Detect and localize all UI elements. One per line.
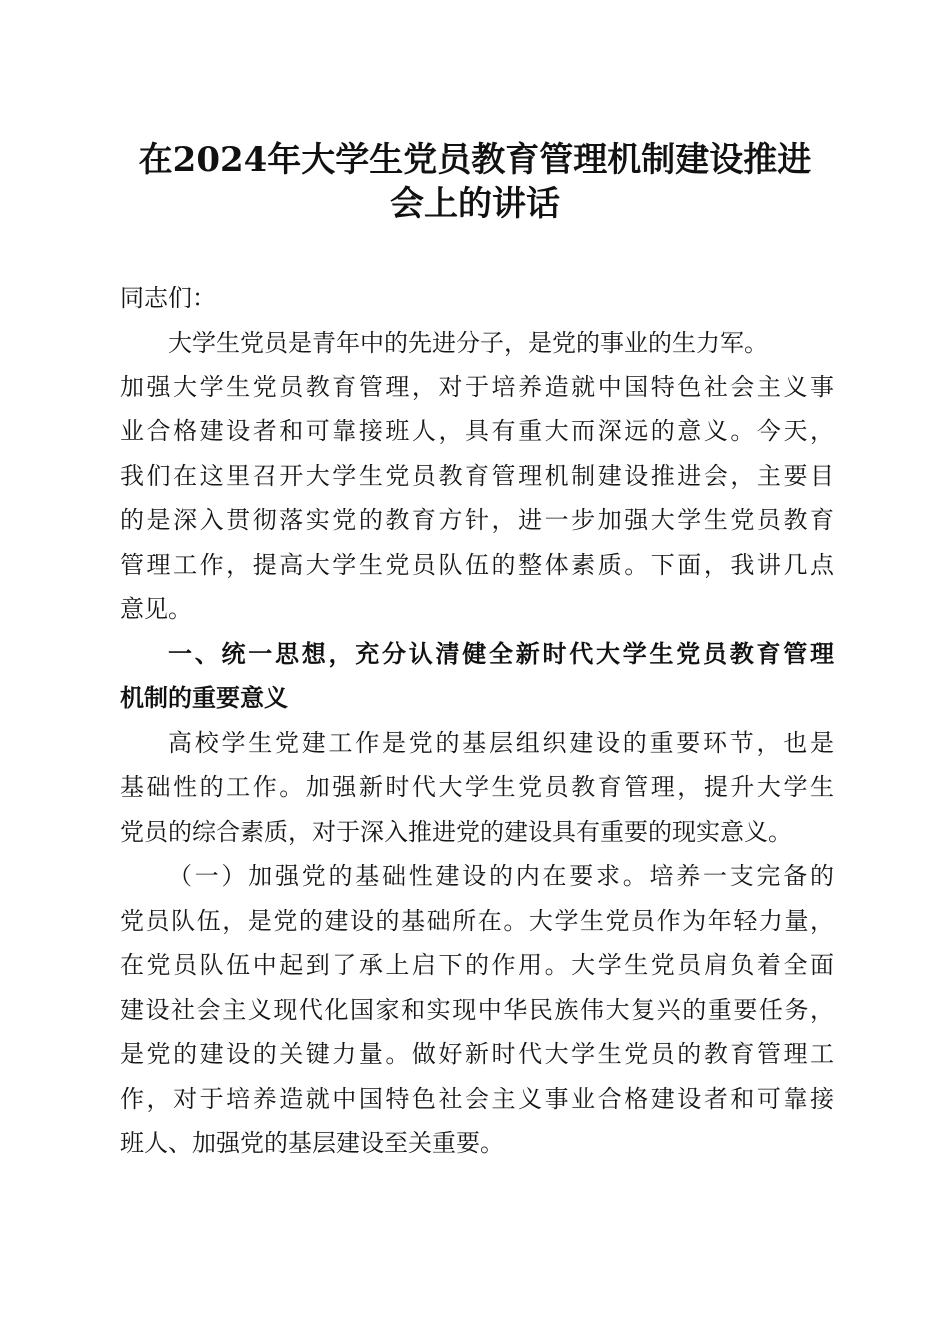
paragraph-line: 我们在这里召开大学生党员教育管理机制建设推进会，主要目 <box>120 462 834 490</box>
document-title-line-2: 会上的讲话 <box>390 184 560 224</box>
paragraph-line: 建设社会主义现代化国家和实现中华民族伟大复兴的重要任务， <box>120 996 834 1024</box>
paragraph-line: 是党的建设的关键力量。做好新时代大学生党员的教育管理工 <box>120 1040 834 1068</box>
section-heading-line: 一、统一思想，充分认清健全新时代大学生党员教育管理 <box>168 640 834 668</box>
paragraph-line: 基础性的工作。加强新时代大学生党员教育管理，提升大学生 <box>120 773 834 801</box>
section-heading-line: 机制的重要意义 <box>120 684 288 712</box>
paragraph-line: 党员的综合素质，对于深入推进党的建设具有重要的现实意义。 <box>120 818 792 846</box>
paragraph-line: 高校学生党建工作是党的基层组织建设的重要环节，也是 <box>168 729 834 757</box>
salutation: 同志们： <box>120 284 216 312</box>
paragraph-line: 作，对于培养造就中国特色社会主义事业合格建设者和可靠接 <box>120 1085 834 1113</box>
paragraph-line: 的是深入贯彻落实党的教育方针，进一步加强大学生党员教育 <box>120 506 834 534</box>
paragraph-line: 党员队伍，是党的建设的基础所在。大学生党员作为年轻力量， <box>120 907 834 935</box>
paragraph-line: 班人、加强党的基层建设至关重要。 <box>120 1129 504 1157</box>
paragraph-line: 业合格建设者和可靠接班人，具有重大而深远的意义。今天， <box>120 417 834 445</box>
paragraph-line: （一）加强党的基础性建设的内在要求。培养一支完备的 <box>168 862 834 890</box>
document-title-line-1: 在2024年大学生党员教育管理机制建设推进 <box>138 140 812 180</box>
paragraph-line: 大学生党员是青年中的先进分子，是党的事业的生力军。 <box>168 329 768 357</box>
paragraph-line: 管理工作，提高大学生党员队伍的整体素质。下面，我讲几点 <box>120 551 834 579</box>
paragraph-line: 加强大学生党员教育管理，对于培养造就中国特色社会主义事 <box>120 373 834 401</box>
paragraph-line: 意见。 <box>120 595 192 623</box>
paragraph-line: 在党员队伍中起到了承上启下的作用。大学生党员肩负着全面 <box>120 951 834 979</box>
